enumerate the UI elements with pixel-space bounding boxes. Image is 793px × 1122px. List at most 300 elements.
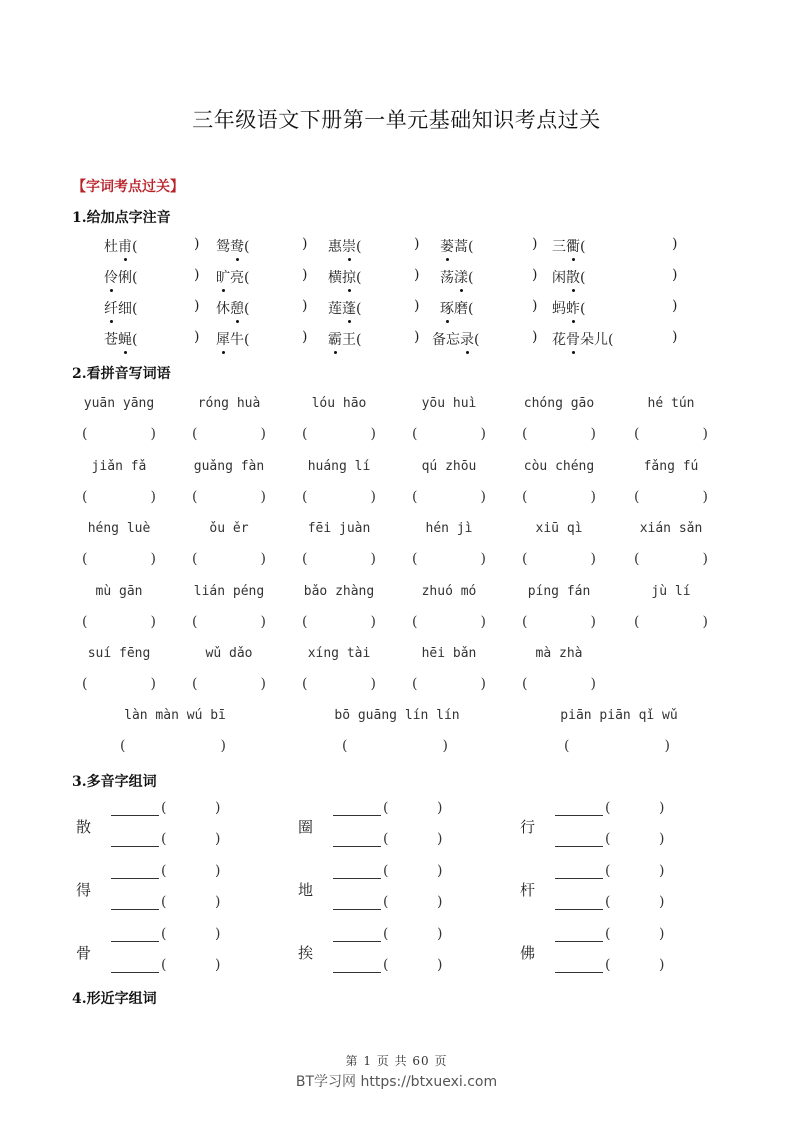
- paren-open: (: [302, 488, 308, 505]
- paren-open: (: [522, 676, 528, 692]
- paren-close: ): [659, 831, 665, 847]
- paren-open: (: [161, 863, 167, 879]
- paren-close: ): [150, 551, 156, 567]
- word-text: 惠: [328, 239, 342, 255]
- answer-blank[interactable]: ): [672, 267, 678, 283]
- q1-word: [440, 298, 473, 318]
- polyphone-char: 地: [298, 881, 314, 899]
- paren-open: (: [192, 613, 198, 630]
- answer-blank[interactable]: ): [414, 267, 420, 283]
- paren-close: ): [659, 863, 665, 879]
- paren-close: ): [702, 488, 708, 505]
- q1-word: [328, 298, 361, 318]
- paren-open: (: [192, 488, 198, 505]
- word-blank[interactable]: [111, 894, 221, 910]
- paren-close: ): [659, 926, 665, 942]
- paren-open: (: [468, 270, 474, 286]
- dotted-char: 憩: [230, 298, 244, 318]
- polyphone-char: 行: [520, 818, 536, 836]
- pinyin-label: ǒu ěr: [209, 521, 249, 536]
- paren-open: (: [474, 332, 480, 348]
- underline-blank[interactable]: [555, 832, 603, 847]
- dotted-char: 衢: [566, 236, 580, 256]
- paren-open: (: [383, 800, 389, 816]
- answer-blank[interactable]: [564, 738, 670, 756]
- paren-open: (: [302, 551, 308, 567]
- paren-close: ): [480, 426, 486, 442]
- word-blank[interactable]: [333, 863, 443, 879]
- polyphone-char: 骨: [76, 944, 92, 962]
- paren-close: ): [370, 426, 376, 442]
- answer-blank[interactable]: [82, 614, 156, 632]
- polyphone-char: 散: [76, 818, 92, 836]
- answer-blank[interactable]: ): [532, 267, 538, 283]
- dotted-char: 漾: [454, 267, 468, 287]
- answer-blank[interactable]: ): [194, 267, 200, 283]
- paren-close: ): [215, 800, 221, 816]
- answer-blank[interactable]: [302, 676, 376, 694]
- word-text: 蒿: [454, 239, 468, 255]
- paren-open: (: [82, 488, 88, 505]
- word-blank[interactable]: [111, 831, 221, 847]
- paren-open: (: [192, 551, 198, 567]
- paren-open: (: [244, 301, 250, 317]
- dotted-char: 蝇: [118, 329, 132, 349]
- pinyin-label: lián péng: [193, 583, 265, 599]
- dotted-char: 旷: [216, 267, 230, 287]
- paren-close: ): [590, 488, 596, 505]
- word-blank[interactable]: [555, 863, 665, 879]
- paren-close: ): [590, 676, 596, 692]
- paren-close: ): [437, 800, 443, 816]
- pinyin-label: wǔ dǎo: [205, 646, 253, 661]
- underline-blank[interactable]: [111, 864, 159, 879]
- word-blank[interactable]: [333, 894, 443, 910]
- paren-close: ): [664, 738, 670, 754]
- answer-blank[interactable]: [522, 614, 596, 632]
- pinyin-label: fǎng fú: [643, 458, 699, 474]
- answer-blank[interactable]: [192, 489, 266, 507]
- answer-blank[interactable]: [192, 426, 266, 444]
- word-blank[interactable]: [111, 926, 221, 942]
- paren-open: (: [132, 332, 138, 348]
- paren-close: ): [260, 551, 266, 567]
- answer-blank[interactable]: [412, 551, 486, 569]
- dotted-char: 散: [566, 267, 580, 287]
- q1-word: [440, 267, 473, 287]
- word-blank[interactable]: [111, 957, 221, 973]
- answer-blank[interactable]: ): [302, 298, 308, 314]
- paren-open: (: [412, 551, 418, 567]
- answer-blank[interactable]: ): [672, 329, 678, 345]
- q2-heading: 2.看拼音写词语: [72, 366, 171, 382]
- paren-open: (: [356, 332, 362, 348]
- answer-blank[interactable]: ): [414, 236, 420, 252]
- paren-close: ): [437, 957, 443, 973]
- underline-blank[interactable]: [555, 958, 603, 973]
- pinyin-label: xíng tài: [307, 646, 371, 661]
- dotted-char: 蒌: [440, 236, 454, 256]
- underline-blank[interactable]: [333, 895, 381, 910]
- site-watermark: BT学习网 https://btxuexi.com: [295, 1074, 498, 1090]
- dotted-char: 鸯: [230, 236, 244, 256]
- word-blank[interactable]: [333, 831, 443, 847]
- underline-blank[interactable]: [333, 864, 381, 879]
- answer-blank[interactable]: ): [532, 236, 538, 252]
- answer-blank[interactable]: [302, 614, 376, 632]
- q1-word: [104, 236, 137, 256]
- answer-blank[interactable]: [412, 614, 486, 632]
- paren-open: (: [412, 676, 418, 692]
- pinyin-label: làn màn wú bī: [124, 708, 226, 723]
- underline-blank[interactable]: [333, 801, 381, 816]
- paren-open: (: [244, 270, 250, 286]
- dotted-char: 骨: [566, 329, 580, 349]
- paren-open: (: [192, 676, 198, 692]
- paren-open: (: [580, 301, 586, 317]
- q1-word: [216, 329, 249, 349]
- paren-close: ): [480, 551, 486, 567]
- answer-blank[interactable]: [412, 426, 486, 444]
- paren-open: (: [564, 738, 570, 754]
- word-text: 花: [552, 332, 566, 348]
- paren-close: ): [215, 926, 221, 942]
- pinyin-label: mà zhà: [535, 646, 583, 661]
- q1-word: [328, 267, 361, 287]
- underline-blank[interactable]: [333, 832, 381, 847]
- pinyin-label: yōu huì: [421, 396, 477, 411]
- paren-open: (: [82, 613, 88, 630]
- dotted-char: 甫: [118, 236, 132, 256]
- paren-open: (: [522, 488, 528, 505]
- paren-open: (: [468, 239, 474, 255]
- answer-blank[interactable]: ): [302, 267, 308, 283]
- answer-blank[interactable]: ): [532, 329, 538, 345]
- paren-close: ): [480, 676, 486, 692]
- paren-close: ): [480, 488, 486, 505]
- answer-blank[interactable]: [192, 551, 266, 569]
- paren-close: ): [215, 831, 221, 847]
- word-text: 磨: [454, 301, 468, 317]
- page-title: 三年级语文下册第一单元基础知识考点过关: [192, 108, 601, 132]
- answer-blank[interactable]: [634, 489, 708, 507]
- paren-close: ): [370, 551, 376, 567]
- paren-open: (: [522, 551, 528, 567]
- paren-open: (: [412, 426, 418, 442]
- paren-open: (: [383, 926, 389, 942]
- word-text: 横: [328, 270, 342, 286]
- underline-blank[interactable]: [333, 927, 381, 942]
- answer-blank[interactable]: [412, 676, 486, 694]
- underline-blank[interactable]: [111, 801, 159, 816]
- q4-heading: 4.形近字组词: [72, 991, 157, 1007]
- paren-open: (: [580, 270, 586, 286]
- pinyin-label: qú zhōu: [421, 458, 477, 474]
- answer-blank[interactable]: ): [672, 298, 678, 314]
- answer-blank[interactable]: [302, 489, 376, 507]
- answer-blank[interactable]: ): [194, 298, 200, 314]
- underline-blank[interactable]: [555, 801, 603, 816]
- polyphone-char: 杆: [520, 881, 536, 899]
- paren-close: ): [702, 613, 708, 630]
- answer-blank[interactable]: [634, 426, 708, 444]
- q1-word: [328, 329, 361, 349]
- word-text: 细: [118, 301, 132, 317]
- answer-blank[interactable]: [192, 614, 266, 632]
- underline-blank[interactable]: [555, 895, 603, 910]
- paren-close: ): [150, 488, 156, 505]
- dotted-char: 琢: [440, 298, 454, 318]
- word-blank[interactable]: [333, 926, 443, 942]
- answer-blank[interactable]: [82, 676, 156, 694]
- q1-word: [552, 329, 613, 349]
- pinyin-label: mù gān: [95, 583, 143, 599]
- word-blank[interactable]: [111, 800, 221, 816]
- answer-blank[interactable]: ): [302, 329, 308, 345]
- pinyin-label: hēi bǎn: [421, 646, 477, 661]
- q1-word: [104, 329, 137, 349]
- paren-close: ): [659, 800, 665, 816]
- polyphone-char: 佛: [520, 944, 536, 962]
- answer-blank[interactable]: [522, 489, 596, 507]
- dotted-char: 蓬: [342, 298, 356, 318]
- paren-open: (: [161, 800, 167, 816]
- pinyin-label: bǎo zhàng: [303, 583, 375, 599]
- pinyin-label: hé tún: [647, 396, 695, 411]
- paren-open: (: [192, 426, 198, 442]
- q1-word: [216, 236, 249, 256]
- word-text: 王: [342, 332, 356, 348]
- paren-close: ): [215, 957, 221, 973]
- paren-open: (: [356, 270, 362, 286]
- underline-blank[interactable]: [111, 927, 159, 942]
- word-text: 备忘: [432, 332, 460, 348]
- paren-close: ): [215, 863, 221, 879]
- q1-word: [216, 298, 249, 318]
- paren-open: (: [608, 332, 614, 348]
- paren-open: (: [132, 239, 138, 255]
- paren-open: (: [161, 831, 167, 847]
- pinyin-label: fēi juàn: [307, 521, 371, 536]
- answer-blank[interactable]: ): [672, 236, 678, 252]
- dotted-char: 掠: [342, 267, 356, 287]
- paren-open: (: [605, 894, 611, 910]
- paren-close: ): [442, 738, 448, 754]
- paren-open: (: [302, 613, 308, 630]
- paren-open: (: [605, 926, 611, 942]
- answer-blank[interactable]: [302, 426, 376, 444]
- word-blank[interactable]: [555, 894, 665, 910]
- paren-open: (: [356, 301, 362, 317]
- answer-blank[interactable]: [82, 489, 156, 507]
- paren-open: (: [82, 676, 88, 692]
- q1-word: [432, 329, 479, 349]
- word-blank[interactable]: [111, 863, 221, 879]
- paren-open: (: [522, 613, 528, 630]
- word-blank[interactable]: [555, 926, 665, 942]
- answer-blank[interactable]: ): [194, 329, 200, 345]
- pinyin-label: róng huà: [197, 396, 261, 411]
- paren-close: ): [702, 551, 708, 567]
- dotted-char: 伶: [104, 267, 118, 287]
- q1-word: [552, 267, 585, 287]
- pinyin-label: còu chéng: [523, 458, 595, 474]
- dotted-char: 霸: [328, 329, 342, 349]
- paren-close: ): [437, 863, 443, 879]
- answer-blank[interactable]: [302, 551, 376, 569]
- q1-heading: 1.给加点字注音: [72, 210, 171, 226]
- pinyin-label: piān piān qǐ wǔ: [560, 708, 678, 723]
- paren-open: (: [342, 738, 348, 754]
- paren-open: (: [132, 270, 138, 286]
- dotted-char: 纤: [104, 298, 118, 318]
- word-blank[interactable]: [333, 957, 443, 973]
- underline-blank[interactable]: [111, 895, 159, 910]
- section-tag: 【字词考点过关】: [72, 179, 184, 195]
- underline-blank[interactable]: [111, 832, 159, 847]
- answer-blank[interactable]: [522, 551, 596, 569]
- paren-close: ): [260, 676, 266, 692]
- paren-close: ): [702, 426, 708, 442]
- word-text: 俐: [118, 270, 132, 286]
- paren-open: (: [383, 863, 389, 879]
- answer-blank[interactable]: ): [414, 329, 420, 345]
- paren-close: ): [370, 488, 376, 505]
- paren-close: ): [215, 894, 221, 910]
- answer-blank[interactable]: [522, 676, 596, 694]
- paren-close: ): [437, 831, 443, 847]
- word-text: 三: [552, 239, 566, 255]
- pinyin-label: guǎng fàn: [193, 458, 265, 474]
- q3-heading: 3.多音字组词: [72, 774, 157, 790]
- paren-open: (: [412, 613, 418, 630]
- answer-blank[interactable]: [192, 676, 266, 694]
- pinyin-label: zhuó mó: [421, 583, 477, 599]
- paren-open: (: [356, 239, 362, 255]
- word-text: 牛: [230, 332, 244, 348]
- q1-word: [552, 298, 585, 318]
- polyphone-char: 挨: [298, 944, 314, 962]
- word-text: 闲: [552, 270, 566, 286]
- word-text: 荡: [440, 270, 454, 286]
- q1-word: [104, 267, 137, 287]
- paren-open: (: [120, 738, 126, 754]
- paren-close: ): [150, 676, 156, 692]
- paren-open: (: [244, 239, 250, 255]
- paren-close: ): [590, 426, 596, 442]
- paren-close: ): [590, 551, 596, 567]
- paren-open: (: [634, 426, 640, 442]
- pinyin-label: lóu hāo: [311, 396, 367, 411]
- answer-blank[interactable]: [522, 426, 596, 444]
- q1-word: [552, 236, 585, 256]
- paren-close: ): [437, 894, 443, 910]
- word-text: 休: [216, 301, 230, 317]
- answer-blank[interactable]: [82, 551, 156, 569]
- word-text: 鸳: [216, 239, 230, 255]
- word-blank[interactable]: [555, 831, 665, 847]
- word-text: 亮: [230, 270, 244, 286]
- dotted-char: 蚱: [566, 298, 580, 318]
- paren-close: ): [260, 613, 266, 630]
- underline-blank[interactable]: [555, 864, 603, 879]
- paren-open: (: [580, 239, 586, 255]
- paren-open: (: [82, 426, 88, 442]
- word-blank[interactable]: [333, 800, 443, 816]
- answer-blank[interactable]: [342, 738, 448, 756]
- pinyin-label: xiū qì: [535, 521, 583, 536]
- paren-close: ): [590, 613, 596, 630]
- paren-close: ): [260, 488, 266, 505]
- pinyin-label: xián sǎn: [639, 521, 703, 536]
- paren-open: (: [634, 551, 640, 567]
- paren-open: (: [634, 488, 640, 505]
- answer-blank[interactable]: ): [532, 298, 538, 314]
- answer-blank[interactable]: [82, 426, 156, 444]
- word-blank[interactable]: [555, 957, 665, 973]
- answer-blank[interactable]: [120, 738, 226, 756]
- word-blank[interactable]: [555, 800, 665, 816]
- pinyin-label: bō guāng lín lín: [334, 708, 460, 723]
- answer-blank[interactable]: [634, 614, 708, 632]
- paren-open: (: [383, 894, 389, 910]
- word-text: 蚂: [552, 301, 566, 317]
- paren-open: (: [605, 957, 611, 973]
- pinyin-label: héng luè: [87, 521, 151, 536]
- dotted-char: 犀: [216, 329, 230, 349]
- page-number: 第 1 页 共 60 页: [345, 1054, 448, 1068]
- word-text: 莲: [328, 301, 342, 317]
- answer-blank[interactable]: [412, 489, 486, 507]
- pinyin-label: píng fán: [527, 583, 591, 599]
- paren-open: (: [132, 301, 138, 317]
- pinyin-label: yuān yāng: [83, 396, 155, 411]
- paren-close: ): [150, 613, 156, 630]
- paren-close: ): [659, 957, 665, 973]
- answer-blank[interactable]: [634, 551, 708, 569]
- word-text: 杜: [104, 239, 118, 255]
- pinyin-label: suí fēng: [87, 646, 151, 661]
- paren-open: (: [634, 613, 640, 630]
- underline-blank[interactable]: [555, 927, 603, 942]
- answer-blank[interactable]: ): [302, 236, 308, 252]
- paren-close: ): [370, 676, 376, 692]
- polyphone-char: 圈: [298, 818, 314, 836]
- paren-open: (: [522, 426, 528, 442]
- polyphone-char: 得: [76, 881, 92, 899]
- pinyin-label: jù lí: [651, 583, 691, 599]
- dotted-char: 崇: [342, 236, 356, 256]
- word-text: 朵儿: [580, 332, 608, 348]
- answer-blank[interactable]: ): [414, 298, 420, 314]
- word-text: 苍: [104, 332, 118, 348]
- underline-blank[interactable]: [111, 958, 159, 973]
- pinyin-label: chóng gāo: [523, 396, 595, 411]
- paren-close: ): [150, 426, 156, 442]
- pinyin-label: hén jì: [425, 521, 473, 536]
- q1-word: [328, 236, 361, 256]
- paren-open: (: [244, 332, 250, 348]
- pinyin-label: huáng lí: [307, 458, 371, 474]
- paren-open: (: [161, 894, 167, 910]
- paren-open: (: [605, 831, 611, 847]
- paren-open: (: [605, 863, 611, 879]
- underline-blank[interactable]: [333, 958, 381, 973]
- dotted-char: 录: [460, 329, 474, 349]
- paren-open: (: [161, 926, 167, 942]
- paren-open: (: [468, 301, 474, 317]
- answer-blank[interactable]: ): [194, 236, 200, 252]
